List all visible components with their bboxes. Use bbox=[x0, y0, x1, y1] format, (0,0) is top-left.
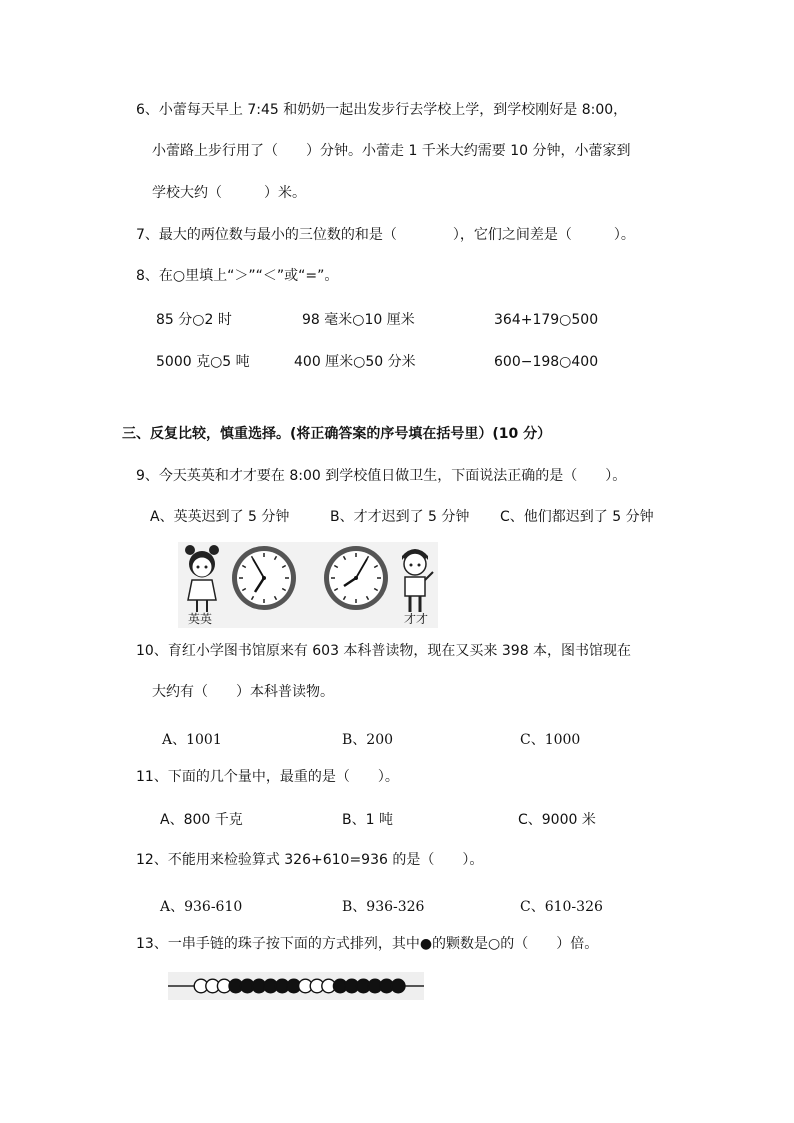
q8-item-5: 400 厘米○50 分米 bbox=[294, 354, 416, 370]
boy-figure-icon bbox=[394, 544, 436, 616]
q12-option-b: B、936-326 bbox=[342, 899, 425, 915]
q13-text: 13、一串手链的珠子按下面的方式排列，其中●的颗数是○的（ ）倍。 bbox=[136, 936, 599, 952]
q9-illustration bbox=[178, 542, 438, 628]
q11-text: 11、下面的几个量中，最重的是（ ）。 bbox=[136, 769, 399, 785]
clock-yingying-icon bbox=[230, 544, 298, 612]
q12-option-a: A、936-610 bbox=[160, 899, 243, 915]
q8-item-6: 600−198○400 bbox=[494, 354, 599, 370]
q9-option-a: A、英英迟到了 5 分钟 bbox=[150, 509, 290, 525]
q8-item-2: 98 毫米○10 厘米 bbox=[302, 312, 415, 328]
q6-line2: 小蕾路上步行用了（ ）分钟。小蕾走 1 千米大约需要 10 分钟，小蕾家到 bbox=[152, 143, 631, 159]
q11-option-a: A、800 千克 bbox=[160, 812, 243, 828]
q8-item-1: 85 分○2 时 bbox=[156, 312, 232, 328]
q6-line1: 6、小蕾每天早上 7:45 和奶奶一起出发步行去学校上学，到学校刚好是 8:00， bbox=[136, 102, 628, 118]
label-caicai: 才才 bbox=[404, 612, 429, 626]
q10-option-c: C、1000 bbox=[520, 732, 581, 748]
black-bead-icon bbox=[391, 979, 405, 993]
q9-option-b: B、才才迟到了 5 分钟 bbox=[330, 509, 470, 525]
bead-bracelet bbox=[168, 972, 424, 1000]
q10-option-b: B、200 bbox=[342, 732, 394, 748]
q12-option-c: C、610-326 bbox=[520, 899, 603, 915]
q8-item-4: 5000 克○5 吨 bbox=[156, 354, 250, 370]
label-yingying: 英英 bbox=[188, 612, 213, 626]
q12-text: 12、不能用来检验算式 326+610=936 的是（ ）。 bbox=[136, 852, 484, 868]
q7-text: 7、最大的两位数与最小的三位数的和是（ ），它们之间差是（ ）。 bbox=[136, 227, 635, 243]
section-3-title: 三、反复比较，慎重选择。(将正确答案的序号填在括号里）(10 分） bbox=[122, 426, 552, 442]
q11-option-b: B、1 吨 bbox=[342, 812, 393, 828]
q10-line2: 大约有（ ）本科普读物。 bbox=[152, 684, 334, 700]
q6-line3: 学校大约（ ）米。 bbox=[152, 185, 306, 201]
q11-option-c: C、9000 米 bbox=[518, 812, 596, 828]
q10-line1: 10、育红小学图书馆原来有 603 本科普读物，现在又买来 398 本，图书馆现在 bbox=[136, 643, 632, 659]
q8-text: 8、在○里填上“＞”“＜”或“=”。 bbox=[136, 268, 339, 284]
q9-text: 9、今天英英和才才要在 8:00 到学校值日做卫生，下面说法正确的是（ ）。 bbox=[136, 468, 627, 484]
q9-option-c: C、他们都迟到了 5 分钟 bbox=[500, 509, 654, 525]
q8-item-3: 364+179○500 bbox=[494, 312, 599, 328]
q10-option-a: A、1001 bbox=[162, 732, 222, 748]
clock-caicai-icon bbox=[322, 544, 390, 612]
girl-figure-icon bbox=[180, 544, 224, 616]
